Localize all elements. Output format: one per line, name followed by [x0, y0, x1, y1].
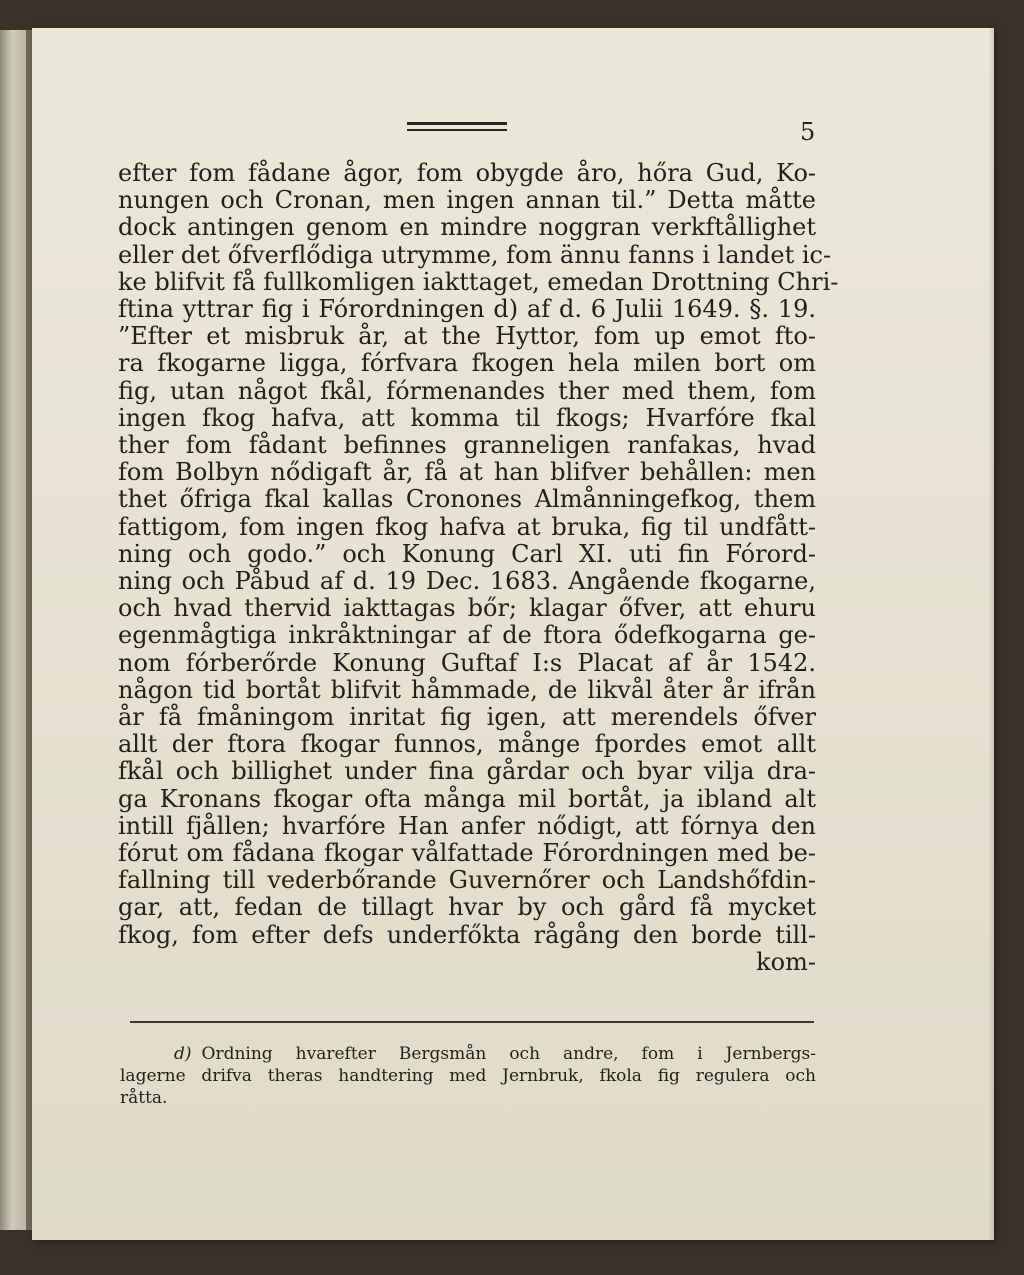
- body-line: fattigom, fom ingen fkog hafva at bruka, fig til undfått-: [118, 512, 816, 541]
- footnote-line: [120, 1043, 816, 1065]
- footnote-line-text: Ordning hvarefter Bergsmån och andre, fom i Jernbergs-: [201, 1044, 816, 1064]
- body-line: ingen fkog hafva, att komma til fkogs; Hvarfóre fkal: [118, 403, 816, 432]
- body-line: efter fom fådane ågor, fom obygde åro, hőra Gud, Ko-: [118, 159, 816, 187]
- body-line: ning och godo.” och Konung Carl XI. uti fin Fórord-: [118, 539, 816, 568]
- footnote-rule: [130, 1021, 814, 1023]
- body-line: ”Efter et misbruk år, at the Hyttor, fom up emot fto-: [118, 322, 816, 351]
- body-line: fkog, fom efter defs underfőkta rågång den borde till-: [118, 920, 816, 949]
- body-line: fórut om fådana fkogar vålfattade Fórordningen med be-: [118, 839, 816, 868]
- body-line: och hvad thervid iakttagas bőr; klagar őfver, att ehuru: [118, 594, 816, 623]
- body-line: ning och Påbud af d. 19 Dec. 1683. Angående fkogarne,: [118, 567, 816, 596]
- footnote-marker: d): [174, 1044, 192, 1064]
- body-line: ra fkogarne ligga, fórfvara fkogen hela milen bort om: [118, 349, 816, 378]
- footnote: [120, 1043, 816, 1109]
- body-line: någon tid bortåt blifvit håmmade, de likvål åter år ifrån: [118, 675, 816, 704]
- header-double-rule: [407, 122, 507, 131]
- body-line: fig, utan något fkål, fórmenandes ther med them, fom: [118, 376, 816, 405]
- book-page: [32, 28, 994, 1240]
- body-line: fallning till vederbőrande Guvernőrer och Landshőfdin-: [118, 866, 816, 895]
- body-line: år få fmåningom inritat fig igen, att merendels őfver: [118, 703, 816, 732]
- body-line: ke blifvit få fullkomligen iakttaget, emedan Drottning Chri-: [118, 267, 839, 296]
- body-line: ther fom fådant befinnes granneligen ranfakas, hvad: [118, 431, 816, 460]
- body-line: eller det őfverflődiga utrymme, fom ännu fanns i landet ic-: [118, 240, 832, 269]
- body-line: nom fórberőrde Konung Guftaf I:s Placat af år 1542.: [118, 648, 816, 677]
- page-number: 5: [800, 118, 816, 146]
- catchword: kom-: [756, 947, 816, 976]
- body-line: gar, att, fedan de tillagt hvar by och gård få mycket: [118, 893, 816, 922]
- body-line: nungen och Cronan, men ingen annan til.” Detta måtte: [118, 186, 816, 215]
- body-line: ftina yttrar fig i Fórordningen d) af d. 6 Julii 1649. §. 19.: [118, 295, 816, 324]
- body-line: intill fjållen; hvarfóre Han anfer nődigt, att fórnya den: [118, 811, 816, 840]
- body-line: allt der ftora fkogar funnos, månge fpordes emot allt: [118, 730, 816, 759]
- footnote-line: råtta.: [120, 1088, 168, 1108]
- body-line: fom Bolbyn nődigaft år, få at han blifver behållen: men: [118, 458, 816, 487]
- body-text: [118, 159, 839, 976]
- footnote-line: lagerne drifva theras handtering med Jernbruk, fkola fig regulera och: [120, 1066, 816, 1086]
- body-line: dock antingen genom en mindre noggran verkftållighet: [118, 213, 816, 242]
- body-line: thet őfriga fkal kallas Cronones Almånningefkog, them: [118, 485, 816, 514]
- body-line: ga Kronans fkogar ofta många mil bortåt, ja ibland alt: [118, 784, 816, 813]
- body-line: egenmågtiga inkråktningar af de ftora ődefkogarna ge-: [118, 621, 816, 650]
- page-edge-shadow: [988, 28, 994, 1240]
- body-line: fkål och billighet under fina gårdar och byar vilja dra-: [118, 757, 816, 786]
